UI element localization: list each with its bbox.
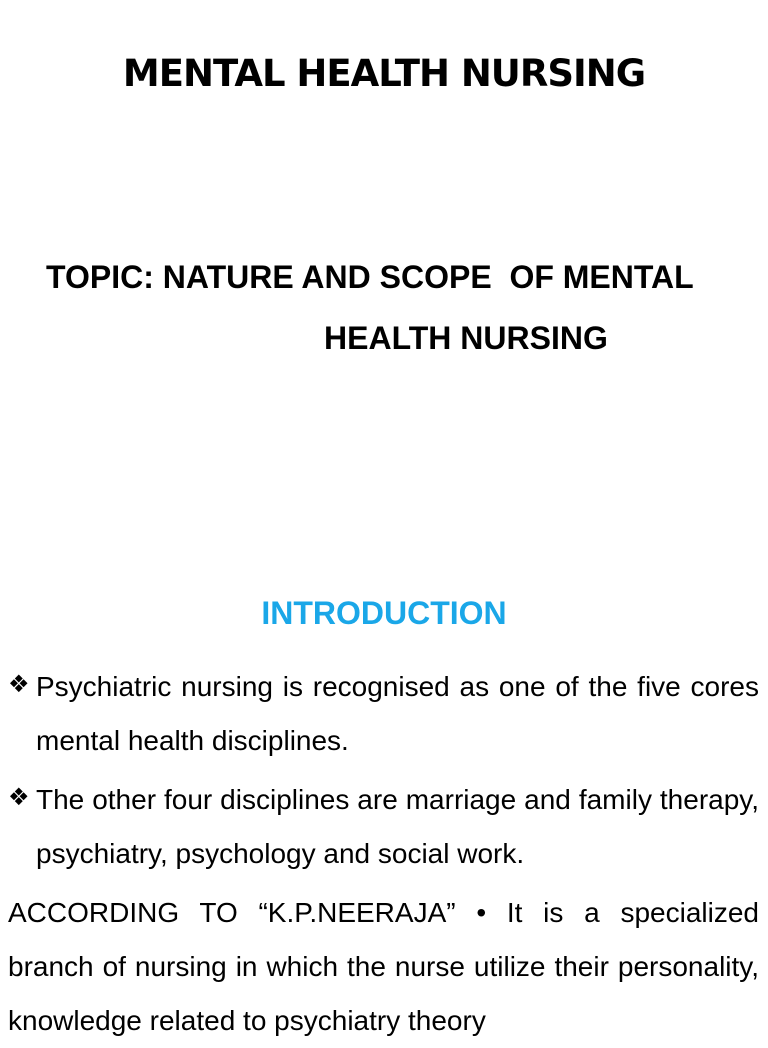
bullet-text: The other four disciplines are marriage and family therapy, psychiatry, psychology and social work. (36, 784, 759, 869)
bullet-text: Psychiatric nursing is recognised as one of the five cores mental health disciplines. (36, 671, 759, 756)
topic-heading (40, 254, 740, 361)
topic-line-2: HEALTH NURSING (324, 320, 608, 356)
definition-paragraph: ACCORDING TO “K.P.NEERAJA” • It is a specialized branch of nursing in which the nurse utilize their personality, knowledge related to psychiatry theory (8, 897, 759, 1036)
diamond-bullet-icon: ❖ (8, 670, 30, 698)
page-title: MENTAL HEALTH NURSING (122, 52, 646, 95)
topic-line-1: TOPIC: NATURE AND SCOPE OF MENTAL (46, 259, 694, 295)
bullet-item (8, 773, 759, 881)
body-content (8, 660, 759, 1048)
diamond-bullet-icon: ❖ (8, 783, 30, 811)
bullet-item (8, 660, 759, 768)
section-heading-introduction: INTRODUCTION (261, 595, 507, 631)
